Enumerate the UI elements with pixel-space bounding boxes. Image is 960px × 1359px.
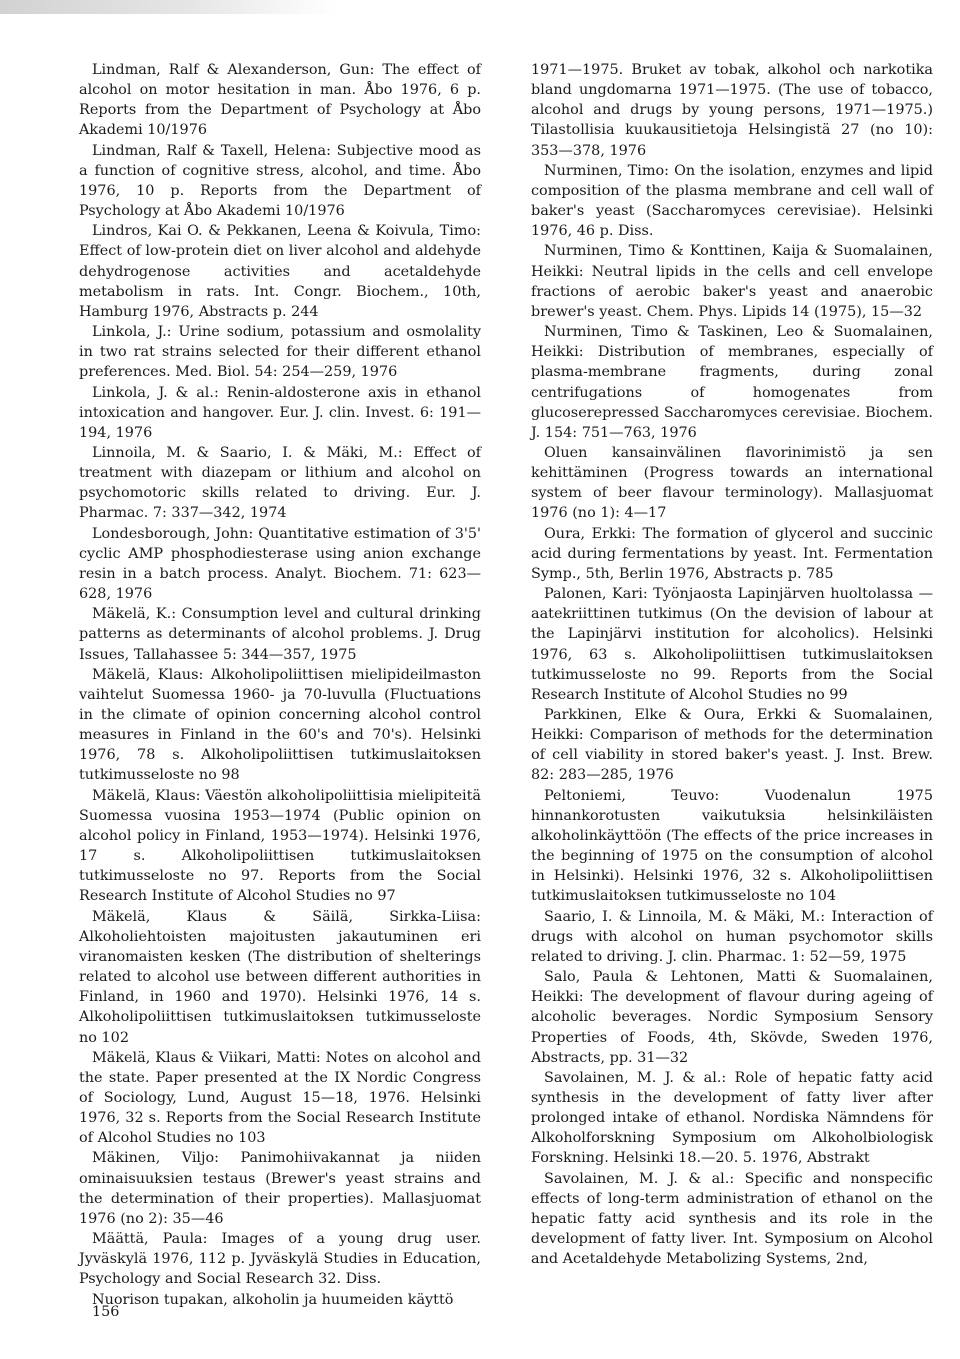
bibliography-entry: Nurminen, Timo & Taskinen, Leo & Suomalainen, Heikki: Distribution of membranes, especially of plasma-membrane fragments, during zonal centrifugations of homogenates from glucoserepressed Saccharomyces cerevisiae. Biochem. J. 154: 751—763, 1976 (531, 324, 933, 441)
page-number: 156 (92, 1304, 120, 1320)
bibliography-entry: Oura, Erkki: The formation of glycerol and succinic acid during fermentations by yeast. Int. Fermentation Symp., 5th, Berlin 1976, Abstracts p. 785 (531, 525, 933, 582)
bibliography-entry: Parkkinen, Elke & Oura, Erkki & Suomalainen, Heikki: Comparison of methods for the determination of cell viability in stored baker's yeast. J. Inst. Brew. 82: 283—285, 1976 (531, 707, 933, 784)
bibliography-entry: Savolainen, M. J. & al.: Specific and nonspecific effects of long-term administration of ethanol on the hepatic fatty acid synthesis and its role in the development of fatty liver. Int. Symposium on Alcohol and Acetaldehyde Metabolizing Systems, 2nd, (531, 1170, 933, 1268)
bibliography-entry: Mäkelä, K.: Consumption level and cultural drinking patterns as determinants of alcohol problems. J. Drug Issues, Tallahassee 5: 344—357, 1975 (79, 606, 481, 663)
bibliography-entry: Linkola, J.: Urine sodium, potassium and osmolality in two rat strains selected for their different ethanol preferences. Med. Biol. 54: 254—259, 1976 (79, 324, 481, 381)
bibliography-entry: Savolainen, M. J. & al.: Role of hepatic fatty acid synthesis in the development of fatty liver after prolonged intake of ethanol. Nordiska Nämndens för Alkoholforskning Symposium om Alkoholbiologisk Forskning. Helsinki 18.—20. 5. 1976, Abstrakt (531, 1069, 933, 1167)
bibliography-entry: Linnoila, M. & Saario, I. & Mäki, M.: Effect of treatment with diazepam or lithium and alcohol on psychomotoric skills related to driving. Eur. J. Pharmac. 7: 337—342, 1974 (79, 444, 481, 522)
bibliography-entry: Oluen kansainvälinen flavorinimistö ja sen kehittäminen (Progress towards an international system of beer flavour terminology). Mallasjuomat 1976 (no 1): 4—17 (531, 444, 933, 522)
bibliography-entry: Nuorison tupakan, alkoholin ja huumeiden käyttö (92, 1291, 454, 1308)
right-column (531, 60, 933, 1269)
bibliography-entry: Mäkelä, Klaus: Alkoholipoliittisen mielipideilmaston vaihtelut Suomessa 1960- ja 70-luvulla (Fluctuations in the climate of opinion concerning alcohol control measures in Finland in the 60's and 70's). Helsinki 1976, 78 s. Alkoholipoliittisen tutkimuslaitoksen tutkimusseloste no 98 (79, 666, 481, 784)
bibliography-entry: Mäkelä, Klaus & Säilä, Sirkka-Liisa: Alkoholiehtoisten majoitusten jakautuminen eri viranomaisten kesken (The distribution of shelterings related to alcohol use between different authorities in Finland, in 1960 and 1970). Helsinki 1976, 14 s. Alkoholipoliittisen tutkimuslaitoksen tutkimusseloste no 102 (79, 908, 481, 1046)
bibliography-entry: Lindros, Kai O. & Pekkanen, Leena & Koivula, Timo: Effect of low-protein diet on liver alcohol and aldehyde dehydrogenose activities and acetaldehyde metabolism in rats. Int. Congr. Biochem., 10th, Hamburg 1976, Abstracts p. 244 (79, 223, 481, 320)
bibliography-entry: Salo, Paula & Lehtonen, Matti & Suomalainen, Heikki: The development of flavour during ageing of alcoholic beverages. Nordic Symposium Sensory Properties of Foods, 4th, Skövde, Sweden 1976, Abstracts, pp. 31—32 (531, 969, 933, 1066)
bibliography-entry: Linkola, J. & al.: Renin-aldosterone axis in ethanol intoxication and hangover. Eur. J. clin. Invest. 6: 191—194, 1976 (79, 384, 481, 441)
bibliography-entry: Londesborough, John: Quantitative estimation of 3'5' cyclic AMP phosphodiesterase using anion exchange resin in a batch process. Analyt. Biochem. 71: 623—628, 1976 (79, 525, 481, 603)
left-column (79, 60, 481, 1310)
bibliography-entry-continued: 1971—1975. Bruket av tobak, alkohol och narkotika bland ungdomarna 1971—1975. (The use of tobacco, alcohol and drugs by young persons, 1971—1975.) Tilastollisia kuukausitietoja Helsingistä 27 (no 10): 353—378, 1976 (531, 62, 933, 159)
bibliography-entry: Nurminen, Timo: On the isolation, enzymes and lipid composition of the plasma membrane and cell wall of baker's yeast (Saccharomyces cerevisiae). Helsinki 1976, 46 p. Diss. (531, 162, 933, 240)
bibliography-entry: Mäkinen, Viljo: Panimohiivakannat ja niiden ominaisuuksien testaus (Brewer's yeast strains and the determination of their properties). Mallasjuomat 1976 (no 2): 35—46 (79, 1150, 481, 1227)
bibliography-entry: Saario, I. & Linnoila, M. & Mäki, M.: Interaction of drugs with alcohol on human psychomotor skills related to driving. J. clin. Pharmac. 1: 52—59, 1975 (531, 908, 933, 965)
bibliography-entry: Palonen, Kari: Työnjaosta Lapinjärven huoltolassa — aatekriittinen tutkimus (On the devision of labour at the Lapinjärvi institution for alcoholics). Helsinki 1976, 63 s. Alkoholipoliittisen tutkimuslaitoksen tutkimusseloste no 99. Reports from the Social Research Institute of Alcohol Studies no 99 (531, 586, 933, 703)
scan-edge-shadow (0, 0, 960, 14)
bibliography-entry: Peltoniemi, Teuvo: Vuodenalun 1975 hinnankorotusten vaikutuksia helsinkiläisten alkoholinkäyttöön (The effects of the price increases in the beginning of 1975 on the consumption of alcohol in Helsinki). Helsinki 1976, 32 s. Alkoholipoliittisen tutkimuslaitoksen tutkimusseloste no 104 (531, 787, 933, 905)
bibliography-entry: Määttä, Paula: Images of a young drug user. Jyväskylä 1976, 112 p. Jyväskylä Studies in Education, Psychology and Social Research 32. Diss. (79, 1231, 481, 1288)
bibliography-entry: Lindman, Ralf & Alexanderson, Gun: The effect of alcohol on motor hesitation in man. Åbo 1976, 6 p. Reports from the Department of Psychology at Åbo Akademi 10/1976 (79, 62, 481, 139)
bibliography-entry: Mäkelä, Klaus: Väestön alkoholipoliittisia mielipiteitä Suomessa vuosina 1953—1974 (Public opinion on alcohol policy in Finland, 1953—1974). Helsinki 1976, 17 s. Alkoholipoliittisen tutkimuslaitoksen tutkimusseloste no 97. Reports from the Social Research Institute of Alcohol Studies no 97 (79, 787, 481, 905)
bibliography-entry: Lindman, Ralf & Taxell, Helena: Subjective mood as a function of cognitive stress, alcohol, and time. Åbo 1976, 10 p. Reports from the Department of Psychology at Åbo Akademi 10/1976 (79, 142, 481, 220)
bibliography-entry: Nurminen, Timo & Konttinen, Kaija & Suomalainen, Heikki: Neutral lipids in the cells and cell envelope fractions of aerobic baker's yeast and anaerobic brewer's yeast. Chem. Phys. Lipids 14 (1975), 15—32 (531, 243, 933, 320)
bibliography-entry: Mäkelä, Klaus & Viikari, Matti: Notes on alcohol and the state. Paper presented at the IX Nordic Congress of Sociology, Lund, August 15—18, 1976. Helsinki 1976, 32 s. Reports from the Social Research Institute of Alcohol Studies no 103 (79, 1049, 481, 1147)
